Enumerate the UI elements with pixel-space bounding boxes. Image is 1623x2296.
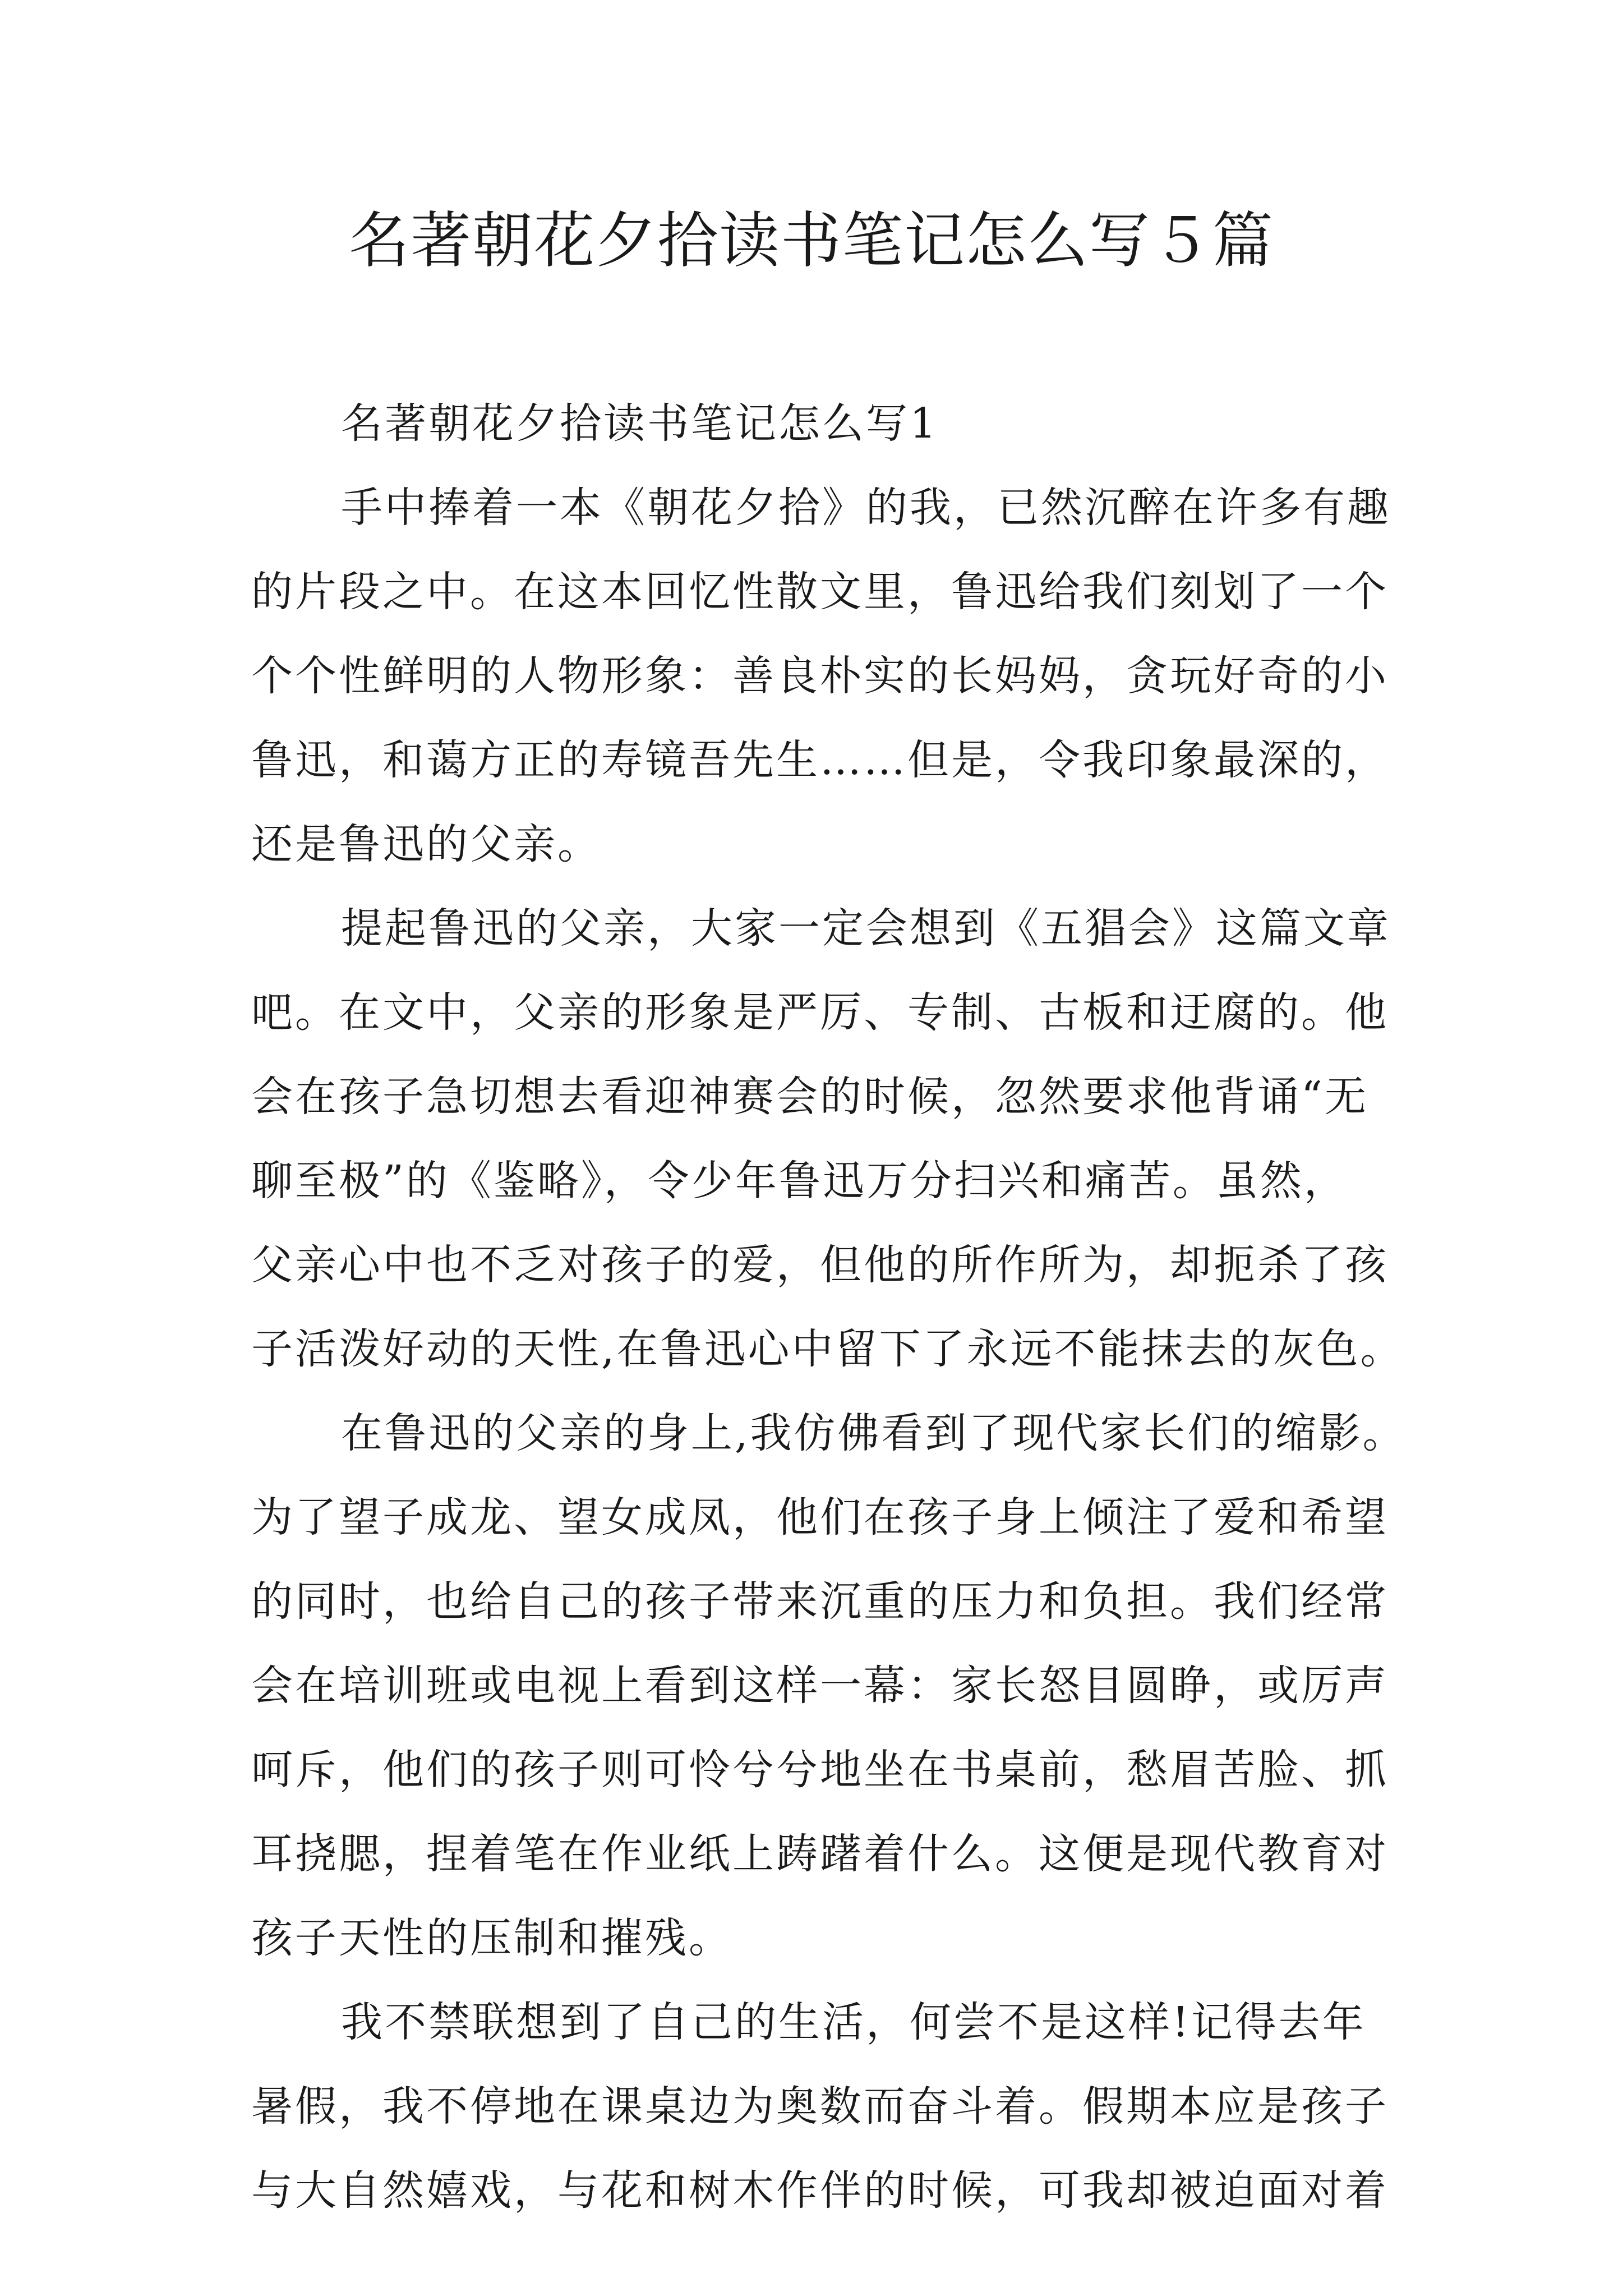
paragraph-line: 的片段之中。在这本回忆性散文里，鲁迅给我们刻划了一个 bbox=[251, 568, 1389, 616]
paragraph-line: 的同时，也给自己的孩子带来沉重的压力和负担。我们经常 bbox=[251, 1577, 1389, 1626]
paragraph bbox=[251, 466, 1412, 886]
paragraph-line: 手中捧着一本《朝花夕拾》的我，已然沉醉在许多有趣 bbox=[341, 484, 1391, 532]
paragraph-line: 还是鲁迅的父亲。 bbox=[251, 820, 601, 868]
paragraph-line: 我不禁联想到了自己的生活，何尝不是这样!记得去年 bbox=[341, 1998, 1366, 2046]
document-body bbox=[251, 381, 1412, 2233]
paragraph-line: 子活泼好动的天性,在鲁迅心中留下了永远不能抹去的灰色。 bbox=[251, 1325, 1404, 1373]
paragraph-line: 个个性鲜明的人物形象：善良朴实的长妈妈，贪玩好奇的小 bbox=[251, 652, 1389, 700]
paragraph-line: 鲁迅，和蔼方正的寿镜吾先生……但是，令我印象最深的， bbox=[251, 736, 1389, 784]
paragraph-line: 耳挠腮，捏着笔在作业纸上踌躇着什么。这便是现代教育对 bbox=[251, 1830, 1389, 1878]
paragraph-line: 孩子天性的压制和摧残。 bbox=[251, 1914, 732, 1962]
paragraph-line: 呵斥，他们的孩子则可怜兮兮地坐在书桌前，愁眉苦脸、抓 bbox=[251, 1746, 1389, 1794]
paragraph-line: 为了望子成龙、望女成凤，他们在孩子身上倾注了爱和希望 bbox=[251, 1493, 1389, 1542]
paragraph-line: 吧。在文中，父亲的形象是严厉、专制、古板和迂腐的。他 bbox=[251, 988, 1389, 1037]
paragraph-line: 与大自然嬉戏，与花和树木作伴的时候，可我却被迫面对着 bbox=[251, 2166, 1389, 2215]
paragraph-line: 提起鲁迅的父亲，大家一定会想到《五猖会》这篇文章 bbox=[341, 904, 1391, 953]
paragraph-line: 会在孩子急切想去看迎神赛会的时候，忽然要求他背诵“无 bbox=[251, 1073, 1368, 1121]
paragraph bbox=[251, 886, 1412, 1391]
paragraph-line: 暑假，我不停地在课桌边为奥数而奋斗着。假期本应是孩子 bbox=[251, 2082, 1389, 2131]
paragraph bbox=[251, 1391, 1412, 1980]
section-heading: 名著朝花夕拾读书笔记怎么写1 bbox=[341, 399, 939, 448]
document-title: 名著朝花夕拾读书笔记怎么写５篇 bbox=[348, 206, 1274, 276]
paragraph-line: 在鲁迅的父亲的身上,我仿佛看到了现代家长们的缩影。 bbox=[341, 1409, 1407, 1457]
paragraph-line: 聊至极”的《鉴略》，令少年鲁迅万分扫兴和痛苦。虽然， bbox=[251, 1157, 1348, 1205]
paragraph-line: 会在培训班或电视上看到这样一幕：家长怒目圆睁，或厉声 bbox=[251, 1662, 1389, 1710]
paragraph-line: 父亲心中也不乏对孩子的爱，但他的所作所为，却扼杀了孩 bbox=[251, 1241, 1389, 1289]
paragraph bbox=[251, 1980, 1412, 2233]
